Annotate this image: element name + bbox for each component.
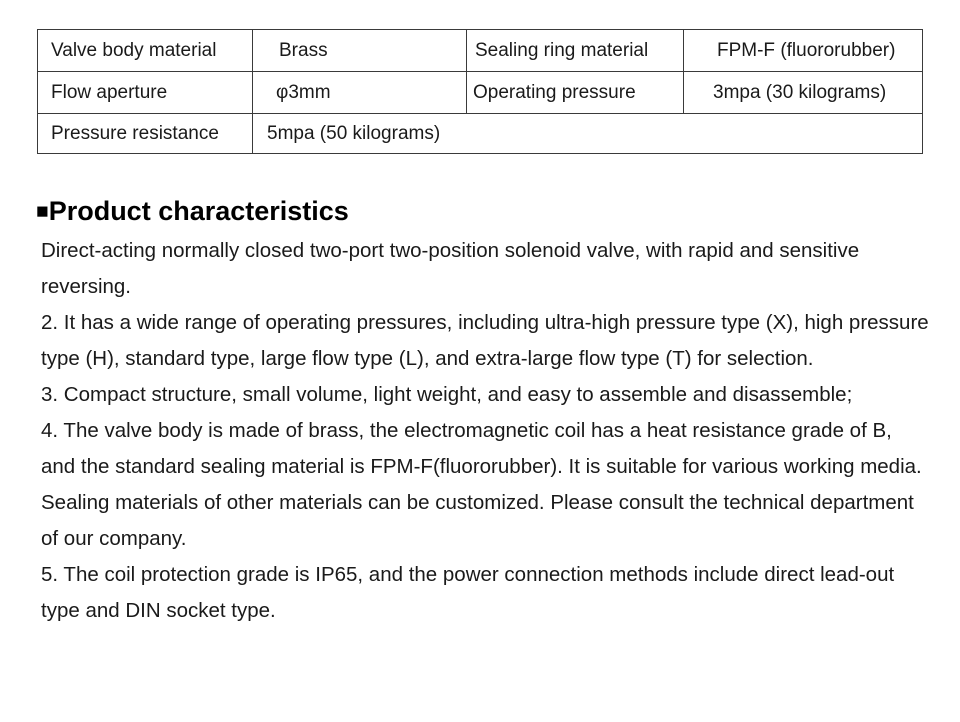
spec-label-flow-aperture: Flow aperture [38, 72, 253, 114]
spec-value-sealing-ring-material: FPM-F (fluororubber) [684, 30, 923, 72]
characteristics-list [41, 233, 931, 629]
characteristic-item: 4. The valve body is made of brass, the electromagnetic coil has a heat resistance grade of B, and the standard sealing material is FPM-F(fluororubber). It is suitable for various working media. Sealing materials of other materials can be customized. Please consult the technical department of our company. [41, 419, 922, 550]
characteristic-item: 2. It has a wide range of operating pressures, including ultra-high pressure type (X), high pressure type (H), standard type, large flow type (L), and extra-large flow type (T) for selection. [41, 311, 929, 370]
characteristic-item: 3. Compact structure, small volume, light weight, and easy to assemble and disassemble; [41, 383, 853, 406]
spec-label-sealing-ring-material: Sealing ring material [467, 30, 684, 72]
spec-label-valve-body-material: Valve body material [38, 30, 253, 72]
spec-value-operating-pressure: 3mpa (30 kilograms) [684, 72, 923, 114]
spec-table [37, 29, 923, 154]
spec-value-pressure-resistance: 5mpa (50 kilograms) [253, 114, 923, 154]
square-bullet-icon: ■ [36, 200, 49, 223]
spec-value-valve-body-material: Brass [253, 30, 467, 72]
spec-label-operating-pressure: Operating pressure [467, 72, 684, 114]
section-title-text: Product characteristics [48, 196, 349, 226]
table-row [38, 114, 923, 154]
table-row [38, 72, 923, 114]
section-title [36, 193, 349, 230]
spec-value-flow-aperture: φ3mm [253, 72, 467, 114]
characteristic-item: Direct-acting normally closed two-port two-position solenoid valve, with rapid and sensitive reversing. [41, 239, 860, 298]
spec-label-pressure-resistance: Pressure resistance [38, 114, 253, 154]
characteristic-item: 5. The coil protection grade is IP65, and the power connection methods include direct lead-out type and DIN socket type. [41, 563, 895, 622]
table-row [38, 30, 923, 72]
